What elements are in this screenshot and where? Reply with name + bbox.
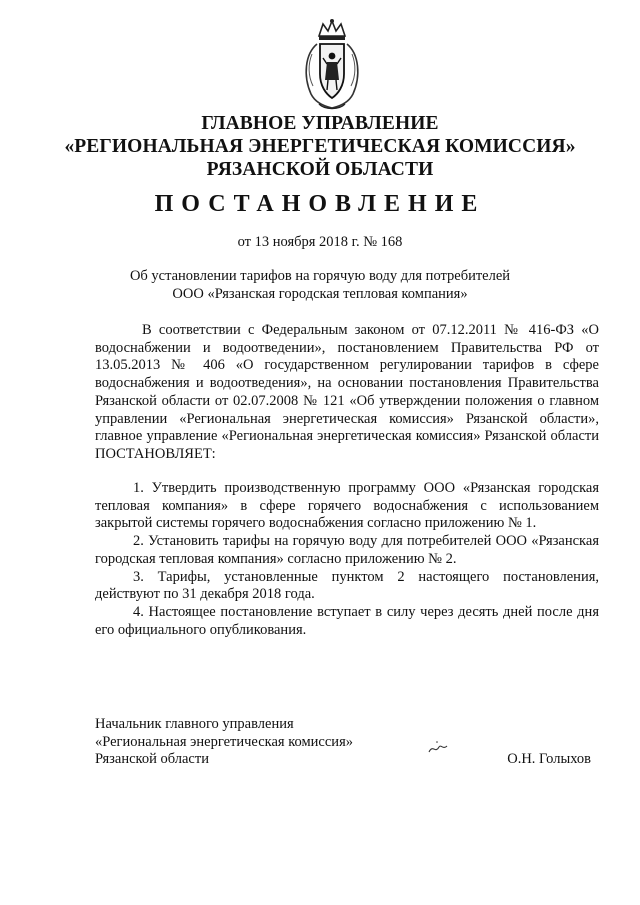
decree-item-3: 3. Тарифы, установленные пунктом 2 настоящего постановления, действуют по 31 декабря 2018 года.	[95, 568, 599, 603]
document-type-title: ПОСТАНОВЛЕНИЕ	[154, 191, 486, 217]
signer-position-line-3: Рязанской области	[95, 751, 209, 768]
decree-item-1: 1. Утвердить производственную программу ООО «Рязанская городская тепловая компания» в сфере горячего водоснабжения с использованием закрытой системы горячего водоснабжения согласно приложению № 1.	[95, 480, 599, 532]
decree-subject	[0, 268, 640, 303]
issuer-header	[0, 112, 640, 181]
preamble-paragraph: В соответствии с Федеральным законом от 07.12.2011 № 416-ФЗ «О водоснабжении и водоотведении», постановлением Правительства РФ от 13.05.2013 № 406 «О государственном регулировании тарифов в сфере водоснабжения и водоотведения», на основании постановления Правительства Рязанской области от 02.07.2008 № 121 «Об утверждении положения о главном управлении «Региональная энергетическая комиссия» Рязанской области», главное управление «Региональная энергетическая комиссия» Рязанской области ПОСТАНОВЛЯЕТ:	[95, 322, 599, 462]
header-line-3: РЯЗАНСКОЙ ОБЛАСТИ	[206, 159, 434, 180]
signer-position-line-2: «Региональная энергетическая комиссия»	[95, 733, 353, 750]
coat-of-arms-icon	[297, 18, 367, 114]
subject-line-1: Об установлении тарифов на горячую воду для потребителей	[129, 268, 511, 284]
decree-item-2: 2. Установить тарифы на горячую воду для потребителей ООО «Рязанская городская тепловая компания» согласно приложению № 2.	[95, 533, 599, 567]
header-line-2: «РЕГИОНАЛЬНАЯ ЭНЕРГЕТИЧЕСКАЯ КОМИССИЯ»	[64, 136, 576, 157]
subject-line-2: ООО «Рязанская городская тепловая компания»	[172, 285, 468, 302]
signer-position-line-1: Начальник главного управления	[95, 716, 294, 732]
decree-items	[95, 480, 599, 639]
header-line-1: ГЛАВНОЕ УПРАВЛЕНИЕ	[201, 113, 439, 134]
decree-item-4: 4. Настоящее постановление вступает в силу через десять дней после дня его официального опубликования.	[95, 603, 599, 638]
handwritten-signature-mark	[425, 738, 455, 758]
decree-date-number: от 13 ноября 2018 г. № 168	[237, 234, 403, 250]
signer-name: О.Н. Голыхов	[507, 751, 591, 767]
signature-block	[95, 716, 599, 769]
